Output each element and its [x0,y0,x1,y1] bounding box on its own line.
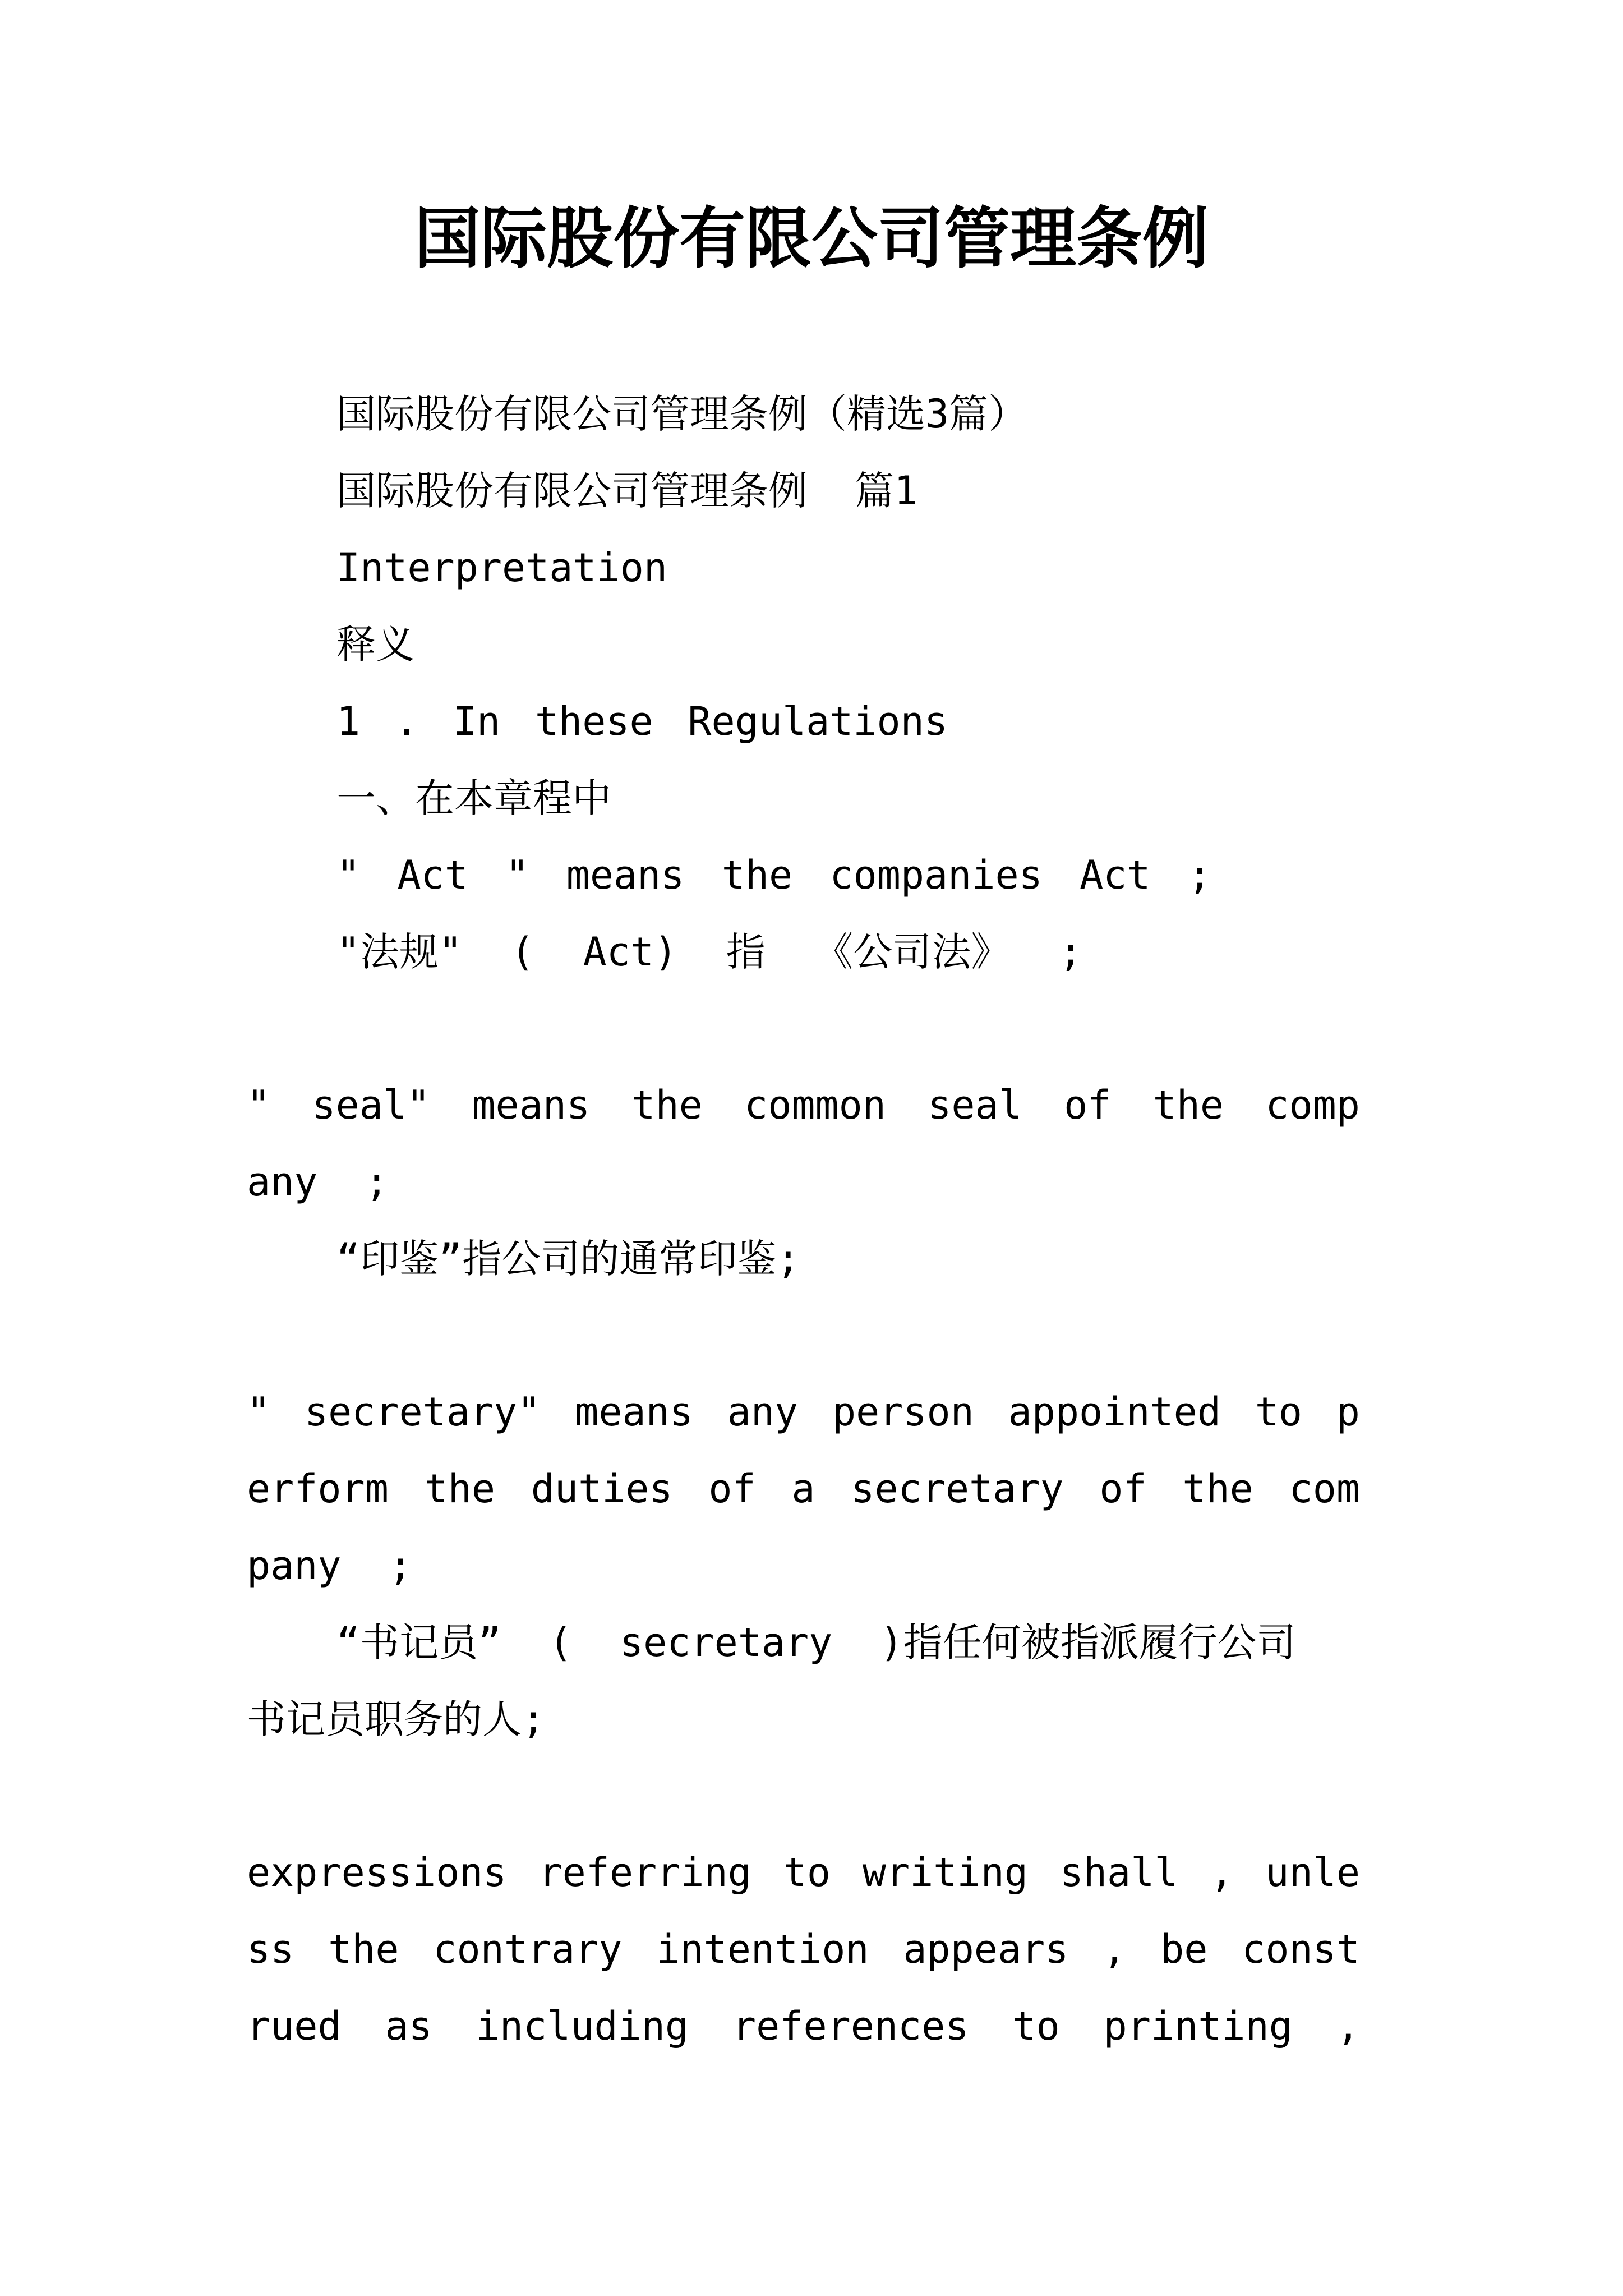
word: com [1289,1466,1360,1512]
word: , [1336,2003,1360,2049]
word: to [783,1849,831,1895]
word: " [505,852,529,898]
word: person [832,1389,974,1435]
definition-act-en [336,847,1211,903]
word: 1 [336,698,361,744]
writing-clause-line-3 [247,1998,1360,2054]
word: "法规" [336,929,463,975]
word: the [1182,1466,1253,1512]
word: references [732,2003,969,2049]
word: the [721,852,793,898]
writing-clause-line-1 [247,1844,1360,1901]
word: means [472,1082,591,1128]
word: common [744,1082,886,1128]
word: p [1336,1389,1360,1435]
clause-1-en [336,693,948,749]
word: the [328,1926,399,1972]
word: " [247,1082,271,1128]
word: comp [1265,1082,1360,1128]
word: companies [829,852,1043,898]
word: " [247,1389,271,1435]
word: appointed [1008,1389,1221,1435]
word: secretary [851,1466,1064,1512]
word: a [791,1466,815,1512]
word: ; [1058,929,1082,975]
word: contrary [433,1926,623,1972]
word: seal [928,1082,1022,1128]
word: ss [247,1926,294,1972]
intro-line: 国际股份有限公司管理条例（精选3篇） [336,391,1028,437]
definition-secretary-zh-line-2: 书记员职务的人; [247,1696,546,1742]
word: writing [862,1849,1028,1895]
word: duties [531,1466,673,1512]
clause-1-zh: 一、在本章程中 [336,775,611,821]
word: appears [903,1926,1069,1972]
word: including [476,2003,689,2049]
word: the [1152,1082,1224,1128]
word: be [1160,1926,1208,1972]
chapter-heading: 国际股份有限公司管理条例 篇1 [336,468,918,514]
word: as [385,2003,432,2049]
writing-clause-line-2 [247,1921,1360,1977]
word: . [394,698,419,744]
word: const [1242,1926,1360,1972]
word: any [727,1389,799,1435]
word: , [1103,1926,1127,1972]
word: 《公司法》 [814,929,1011,975]
word: 指 [726,929,766,975]
word: the [424,1466,496,1512]
document-title: 国际股份有限公司管理条例 [414,199,1209,277]
word: means [566,852,685,898]
word: rued [247,2003,342,2049]
definition-secretary-en-line-2 [247,1461,1360,1517]
word: , [1210,1849,1234,1895]
definition-seal-zh: “印鉴”指公司的通常印鉴; [336,1236,800,1282]
word: means [575,1389,693,1435]
word: shall [1059,1849,1178,1895]
word: of [1064,1082,1112,1128]
word: unle [1265,1849,1360,1895]
word: to [1255,1389,1302,1435]
definition-seal-en-line-1 [247,1077,1360,1133]
word: Regulations [688,698,948,744]
definition-secretary-zh-line-1: “书记员” ( secretary )指任何被指派履行公司 [336,1619,1296,1665]
word: expressions [247,1849,507,1895]
word: secretary" [304,1389,541,1435]
word: of [708,1466,756,1512]
word: referring [538,1849,751,1895]
word: to [1012,2003,1060,2049]
word: the [631,1082,703,1128]
section-title-en: Interpretation [336,545,668,591]
section-title-zh: 释义 [336,622,415,668]
definition-secretary-en-line-1 [247,1384,1360,1440]
word: In [453,698,501,744]
definition-act-zh [336,924,1082,980]
definition-secretary-en-line-3: pany ; [247,1543,413,1589]
word: seal" [312,1082,431,1128]
word: printing [1103,2003,1293,2049]
word: Act [397,852,468,898]
word: Act [1080,852,1151,898]
word: Act) [583,929,678,975]
word: intention [656,1926,869,1972]
word: of [1099,1466,1147,1512]
word: ; [1187,852,1211,898]
word: ( [510,929,535,975]
word: these [534,698,653,744]
word: erform [247,1466,389,1512]
definition-seal-en-line-2: any ; [247,1159,389,1205]
word: " [336,852,361,898]
